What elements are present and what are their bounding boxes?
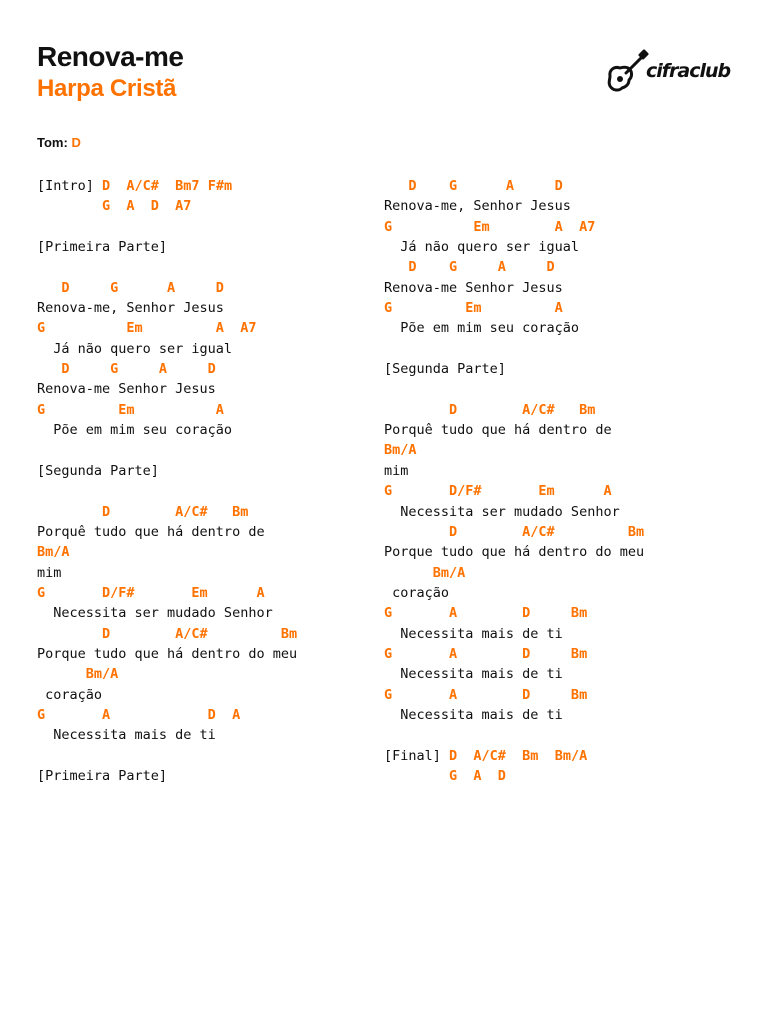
logo-text: cifraclub — [646, 60, 731, 82]
section-label: [Final] — [384, 747, 450, 764]
lyric-line: Já não quero ser igual — [37, 340, 233, 357]
tom-key[interactable]: D — [71, 135, 81, 150]
chord-line: D G A D — [384, 178, 563, 194]
lyric-line: Necessita mais de ti — [384, 625, 563, 642]
lyric-line: mim — [384, 462, 409, 479]
tom-key-row — [37, 135, 81, 150]
chord-line: G A D A7 — [37, 198, 192, 215]
blank-line — [37, 746, 367, 766]
chord-sequence[interactable]: D A/C# Bm7 F#m — [102, 178, 233, 194]
tom-label: Tom: — [37, 135, 68, 150]
lyric-line: Renova-me, Senhor Jesus — [37, 300, 224, 317]
chord-line: G A D — [384, 767, 506, 784]
artist-name[interactable]: Harpa Cristã — [37, 75, 177, 102]
blank-line — [37, 440, 367, 460]
chord-line: G D/F# Em A — [384, 483, 612, 500]
lyric-line: Necessita mais de ti — [37, 727, 216, 744]
blank-line — [37, 217, 367, 237]
lyric-line: Porque tudo que há dentro do meu — [37, 645, 298, 662]
chord-line: G Em A A7 — [384, 218, 596, 235]
cifraclub-logo[interactable] — [606, 46, 731, 94]
song-title: Renova-me — [37, 41, 184, 72]
section-chord-line — [384, 746, 754, 766]
lyric-line: Necessita mais de ti — [384, 666, 563, 683]
lyric-line: Põe em mim seu coração — [37, 422, 233, 439]
chord-sequence[interactable]: D A/C# Bm Bm/A — [449, 747, 588, 764]
chord-line: G A D Bm — [384, 645, 588, 662]
lyric-line: Já não quero ser igual — [384, 239, 580, 256]
lyric-line: [Primeira Parte] — [37, 767, 168, 784]
blank-line — [384, 725, 754, 745]
chord-line: D G A D — [37, 279, 224, 296]
chord-line: D G A D — [384, 259, 555, 276]
chord-line: G Em A A7 — [37, 320, 257, 337]
blank-line — [384, 339, 754, 359]
lyric-line: [Segunda Parte] — [37, 462, 159, 479]
lyric-line: Renova-me Senhor Jesus — [37, 381, 216, 398]
chord-line: D A/C# Bm — [384, 401, 596, 418]
chord-line: Bm/A — [384, 564, 466, 581]
lyric-line: Porquê tudo que há dentro de — [384, 422, 612, 439]
section-chord-line — [37, 176, 367, 196]
chord-sheet-column-right — [384, 176, 754, 786]
lyric-line: Porquê tudo que há dentro de — [37, 523, 265, 540]
chord-line: D A/C# Bm — [384, 523, 645, 540]
chord-line: G A D A — [37, 706, 241, 723]
chord-line: D A/C# Bm — [37, 503, 249, 520]
chord-line: G Em A — [37, 401, 224, 418]
chord-line: D G A D — [37, 361, 216, 378]
chord-line: G D/F# Em A — [37, 584, 265, 601]
chord-sheet-column-left — [37, 176, 367, 786]
lyric-line: Necessita mais de ti — [384, 706, 563, 723]
blank-line — [37, 481, 367, 501]
lyric-line: Necessita ser mudado Senhor — [37, 605, 273, 622]
chord-line: G Em A — [384, 300, 563, 317]
guitar-icon — [606, 46, 650, 94]
chord-line: Bm/A — [384, 442, 417, 459]
lyric-line: Renova-me, Senhor Jesus — [384, 198, 571, 215]
chord-line: D A/C# Bm — [37, 625, 298, 642]
blank-line — [37, 257, 367, 277]
lyric-line: Renova-me Senhor Jesus — [384, 279, 563, 296]
chord-line: Bm/A — [37, 544, 70, 561]
chord-line: G A D Bm — [384, 605, 588, 622]
lyric-line: mim — [37, 564, 62, 581]
lyric-line: [Primeira Parte] — [37, 239, 168, 256]
section-label: [Intro] — [37, 178, 103, 194]
blank-line — [384, 379, 754, 399]
lyric-line: Porque tudo que há dentro do meu — [384, 544, 645, 561]
chord-line: G A D Bm — [384, 686, 588, 703]
lyric-line: coração — [384, 584, 450, 601]
chord-line: Bm/A — [37, 666, 119, 683]
lyric-line: Necessita ser mudado Senhor — [384, 503, 620, 520]
lyric-line: Põe em mim seu coração — [384, 320, 580, 337]
lyric-line: [Segunda Parte] — [384, 361, 506, 378]
lyric-line: coração — [37, 686, 103, 703]
